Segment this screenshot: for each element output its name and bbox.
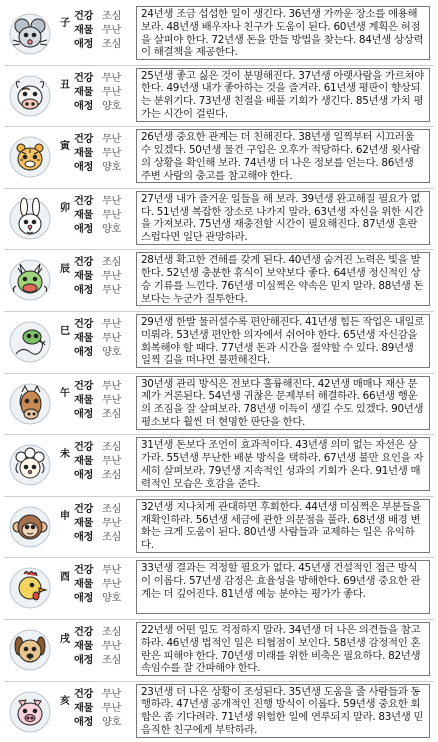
rating-line [74,702,132,716]
rating-line [74,72,132,86]
dog-icon [8,628,52,672]
rating-line [74,578,132,592]
zodiac-hanja: 酉 [60,572,70,584]
rating-label: 건강 [74,11,93,22]
rating-label: 애정 [74,593,93,605]
horse-icon [8,382,52,426]
rating-label: 애정 [74,100,93,112]
rating-label: 재물 [74,579,93,591]
sheep-icon [8,443,52,487]
rating-line [74,469,132,483]
rabbit-icon [8,197,52,241]
fortune-text: 28년생 확고한 견해를 갖게 된다. 40년생 숨겨진 노력은 빛을 발한다. 52년생 충분한 휴식이 보약보다 좋다. 64년생 정신적인 상승 기류를 느낀다. 76년생 미심쩍은 약속은 믿지 말라. 88년생 돈보다는 누군가 질투한다. [136,252,430,306]
fortune-ratings [74,72,132,114]
rating-value: 무난 [102,318,121,330]
rooster-icon [8,566,52,610]
rating-value: 조심 [102,626,121,638]
rating-label: 재물 [74,271,93,283]
zodiac-row [4,620,434,682]
rating-line [74,38,132,52]
zodiac-row [4,66,434,128]
dragon-icon [8,258,52,302]
rating-label: 애정 [74,39,93,50]
fortune-text: 24년생 조금 섭섭한 일이 생긴다. 36년생 가까운 장소를 애용해 보라. 48년생 배우자나 친구가 도움이 된다. 60년생 계획은 허점을 살펴야 한다. 72년생 돈을 만들 방법을 찾는다. 84년생 상상력이 해결책을 제공한다. [136,6,430,60]
rating-value: 무난 [102,209,121,221]
zodiac-row [4,4,434,66]
rating-line [74,161,132,175]
fortune-ratings [74,564,132,606]
rating-value: 무난 [102,134,121,146]
rating-line [74,626,132,640]
rating-value: 무난 [102,517,121,529]
rating-label: 애정 [74,223,93,235]
rating-line [74,592,132,606]
rating-line [74,24,132,38]
rating-line [74,209,132,223]
fortune-ratings [74,256,132,298]
rating-line [74,318,132,332]
rating-line [74,640,132,654]
rating-line [74,503,132,517]
rating-value: 양호 [102,162,121,174]
rating-value: 양호 [102,223,121,235]
rating-label: 재물 [74,640,93,652]
fortune-text: 23년생 더 나은 상황이 조성된다. 35년생 도움을 줄 사람들과 동행하라. 47년생 공개적인 진행 방식이 이롭다. 59년생 중요한 회합은 좀 기다려라. 71년생 위험한 일에 연루되지 말라. 83년생 믿음직한 친구에게 부탁하라. [136,684,430,738]
rating-line [74,100,132,114]
zodiac-hanja: 戌 [60,633,70,645]
rating-value: 무난 [102,579,121,591]
rating-value: 무난 [102,86,121,98]
zodiac-hanja: 未 [60,449,70,461]
fortune-ratings [74,10,132,52]
rating-line [74,654,132,668]
rating-label: 재물 [74,332,93,344]
rating-label: 재물 [74,456,93,468]
zodiac-hanja: 亥 [60,695,70,707]
rating-label: 애정 [74,285,93,297]
zodiac-row [4,189,434,251]
rating-line [74,10,132,24]
rating-line [74,716,132,730]
fortune-ratings [74,195,132,237]
rating-line [74,380,132,394]
zodiac-hanja: 丑 [60,79,70,91]
rating-label: 재물 [74,517,93,529]
rating-value: 조심 [102,39,121,50]
zodiac-fortune-table [4,4,434,742]
rating-label: 건강 [74,134,93,146]
rating-label: 재물 [74,86,93,98]
fortune-text: 31년생 돈보다 조언이 효과적이다. 43년생 의미 없는 자선은 삼가라. 55년생 무난한 배분 방식을 택하라. 67년생 불만 요인을 자세히 살펴보라. 79년생 지속적인 성과의 기회가 온다. 91년생 매력적인 모습은 호감을 준다. [136,437,430,491]
rating-value: 조심 [102,654,121,666]
fortune-text: 29년생 한발 물러설수록 편안해진다. 41년생 힘든 작업은 내일로 미뤄라. 53년생 편안한 의자에서 쉬어야 한다. 65년생 자신감을 회복해야 할 때다. 77년생 돈과 시간을 절약할 수 있다. 89년생 일찍 길을 떠나면 불편해진다. [136,314,430,368]
rating-line [74,531,132,545]
rating-line [74,408,132,422]
rating-line [74,256,132,270]
rating-label: 재물 [74,702,93,714]
rating-value: 무난 [102,702,121,714]
rating-value: 무난 [102,195,121,207]
zodiac-row [4,682,434,742]
rating-label: 건강 [74,688,93,700]
rating-label: 건강 [74,257,93,269]
fortune-text: 30년생 관리 방식은 전보다 훌륭해진다. 42년생 매매나 재산 문제가 거론된다. 54년생 귀찮은 문제부터 해결하라. 66년생 행운의 조짐을 잘 살펴보라. 78년생 이득이 생길 수도 있겠다. 90년생 평소보다 훨씬 더 현명한 판단을 한다. [136,376,430,430]
rating-label: 재물 [74,209,93,221]
zodiac-hanja: 卯 [60,202,70,214]
rating-value: 조심 [102,257,121,269]
rating-value: 무난 [102,380,121,392]
rating-value: 조심 [102,531,121,543]
rat-icon [8,12,52,56]
rating-line [74,270,132,284]
rating-value: 조심 [102,408,121,420]
rating-label: 재물 [74,148,93,160]
zodiac-row [4,435,434,497]
rating-line [74,394,132,408]
rating-label: 건강 [74,503,93,515]
rating-label: 애정 [74,654,93,666]
pig-icon [8,690,52,734]
zodiac-row [4,312,434,374]
rating-value: 무난 [102,640,121,652]
rating-value: 양호 [102,100,121,112]
rating-label: 재물 [74,394,93,406]
fortune-ratings [74,133,132,175]
rating-line [74,195,132,209]
fortune-text: 32년생 지나치게 관대하면 후회한다. 44년생 미심쩍은 부분들을 재확인하라. 56년생 세금에 관한 의문점을 풀라. 68년생 배경 변화는 크게 도움이 된다. 80년생 사람들과 교제하는 일은 유익하다. [136,499,430,553]
rating-line [74,455,132,469]
zodiac-row [4,250,434,312]
fortune-text: 26년생 중요한 관계는 더 친해진다. 38년생 일찍부터 시끄러울 수 있겠다. 50년생 물건 구입은 오후가 적당하다. 62년생 윗사람의 상황을 확인해 보라. 74년생 더 나은 정보를 얻는다. 86년생 주변 사람의 충고를 참고해야 한다. [136,129,430,183]
rating-line [74,441,132,455]
rating-label: 애정 [74,716,93,728]
rating-value: 무난 [102,565,121,577]
rating-label: 건강 [74,318,93,330]
fortune-text: 22년생 어떤 일도 걱정하지 말라. 34년생 더 나은 의견들을 참고하라. 46년생 법적인 일은 티협점이 보인다. 58년생 감정적인 혼란은 피해야 한다. 70년생 미래를 위한 비축은 필요하다. 82년생 속임수를 잘 간파해야 한다. [136,622,430,676]
rating-label: 애정 [74,531,93,543]
fortune-text: 33년생 결과는 걱정할 필요가 없다. 45년생 건설적인 접근 방식이 이롭다. 57년생 감정은 효율성을 방해한다. 69년생 중요한 관계는 더 깊어진다. 81년생 예능 분야는 평가가 좋다. [136,560,430,614]
rating-label: 재물 [74,25,93,36]
rating-label: 건강 [74,72,93,84]
zodiac-row [4,127,434,189]
zodiac-hanja: 辰 [60,264,70,276]
zodiac-row [4,558,434,620]
rating-line [74,86,132,100]
monkey-icon [8,505,52,549]
rating-line [74,284,132,298]
rating-line [74,332,132,346]
rating-value: 무난 [102,688,121,700]
rating-value: 조심 [102,442,121,454]
rating-label: 건강 [74,442,93,454]
zodiac-row [4,497,434,559]
zodiac-hanja: 申 [60,510,70,522]
snake-icon [8,320,52,364]
rating-value: 무난 [102,394,121,406]
zodiac-row [4,374,434,436]
rating-value: 무난 [102,25,121,36]
ox-icon [8,74,52,118]
fortune-ratings [74,626,132,668]
rating-value: 무난 [102,271,121,283]
fortune-ratings [74,441,132,483]
rating-value: 무난 [102,285,121,297]
rating-label: 애정 [74,408,93,420]
rating-value: 무난 [102,72,121,84]
rating-value: 조심 [102,11,121,22]
rating-line [74,133,132,147]
rating-value: 조심 [102,470,121,482]
fortune-ratings [74,380,132,422]
zodiac-hanja: 巳 [60,325,70,337]
rating-label: 건강 [74,195,93,207]
fortune-text: 25년생 좋고 싫은 것이 분명해진다. 37년생 아랫사람을 가르쳐야 한다. 49년생 내가 좋아하는 것을 즐겨라. 61년생 평판이 향상되는 분위기다. 73년생 친절을 배풀 기회가 생긴다. 85년생 가치 평가는 시간이 걸린다. [136,68,430,122]
rating-line [74,346,132,360]
rating-line [74,223,132,237]
rating-label: 건강 [74,626,93,638]
rating-value: 양호 [102,593,121,605]
rating-label: 건강 [74,565,93,577]
rating-line [74,564,132,578]
fortune-ratings [74,503,132,545]
rating-value: 무난 [102,456,121,468]
tiger-icon [8,135,52,179]
rating-label: 애정 [74,470,93,482]
rating-value: 양호 [102,346,121,358]
zodiac-hanja: 寅 [60,141,70,153]
rating-value: 무난 [102,332,121,344]
rating-value: 양호 [102,716,121,728]
fortune-text: 27년생 내가 즐거운 일들을 해 보라. 39년생 완고해질 필요가 없다. 51년생 복잡한 장소로 나가지 말라. 63년생 자신을 위한 시간을 가져보라. 75년생 재충전할 시간이 필요해진다. 87년생 혼란스럽다면 일단 관망하라. [136,191,430,245]
fortune-ratings [74,688,132,730]
rating-line [74,147,132,161]
rating-value: 무난 [102,148,121,160]
zodiac-hanja: 午 [60,387,70,399]
rating-label: 애정 [74,162,93,174]
zodiac-hanja: 子 [60,18,70,29]
rating-label: 건강 [74,380,93,392]
rating-label: 애정 [74,346,93,358]
fortune-ratings [74,318,132,360]
rating-value: 조심 [102,503,121,515]
rating-line [74,517,132,531]
rating-line [74,688,132,702]
